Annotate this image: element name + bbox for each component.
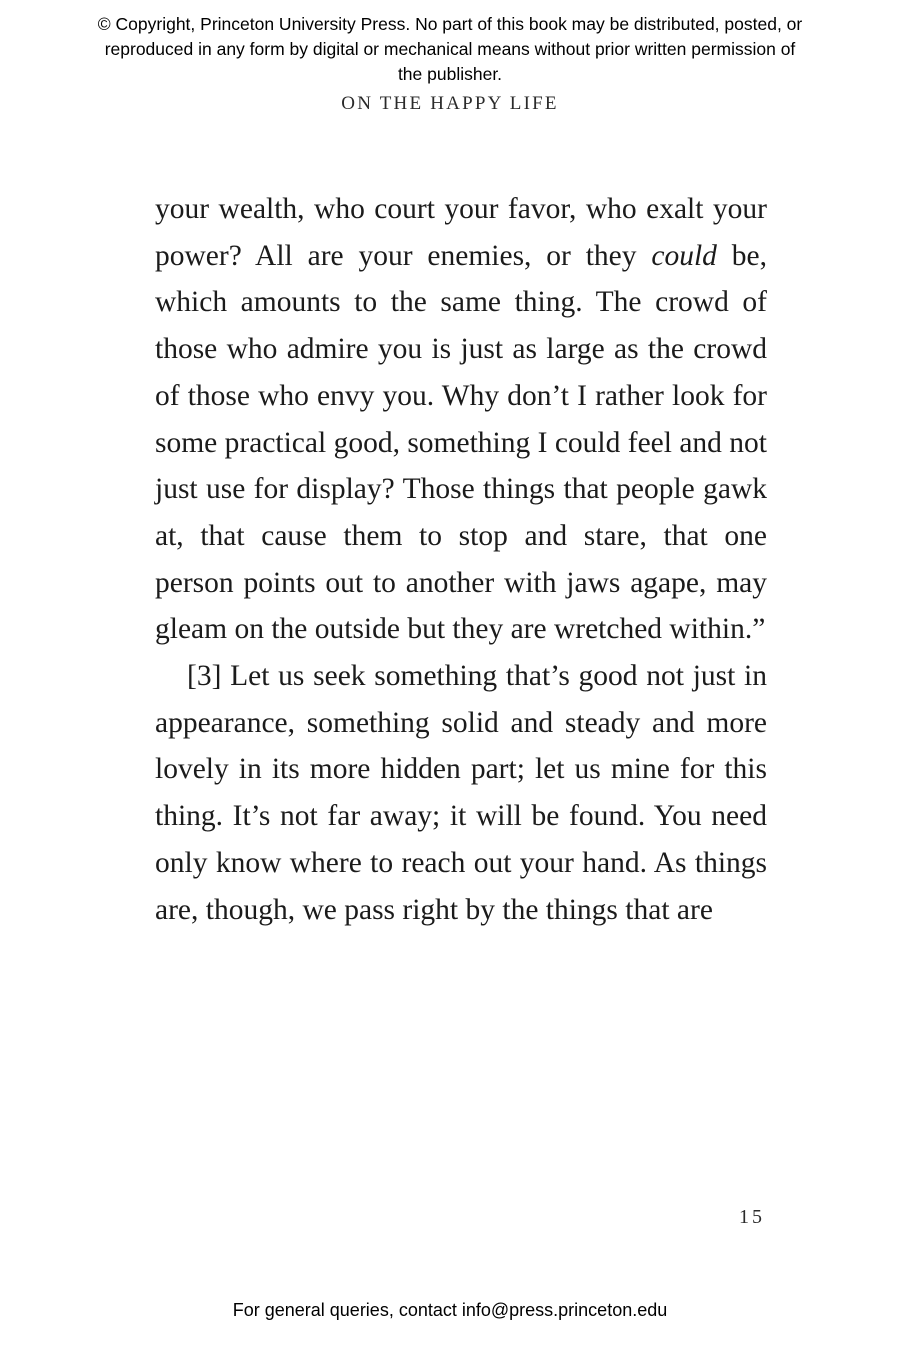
paragraph-1-emphasis: could <box>651 239 717 272</box>
paragraph-continued <box>155 186 767 653</box>
paragraph-section-3: [3] Let us seek something that’s good not just in appearance, something solid and steady and more lovely in its more hidden part; let us mine for this thing. It’s not far away; it will be found. You need only know where to reach out your hand. As things are, though, we pass right by the things that are <box>155 660 767 926</box>
general-queries-footer: For general queries, contact info@press.princeton.edu <box>232 1300 668 1320</box>
page-body <box>155 186 767 933</box>
copyright-notice: © Copyright, Princeton University Press. No part of this book may be distributed, posted, or reproduced in any form by digital or mechanical means without prior written permission of the publisher. <box>97 14 803 84</box>
running-head: ON THE HAPPY LIFE <box>341 93 559 114</box>
paragraph-1-text-part-1: your wealth, who court your favor, who exalt your power? All are your enemies, or they <box>155 193 767 272</box>
paragraph-1-text-part-2: be, which amounts to the same thing. The crowd of those who admire you is just as large as the crowd of those who envy you. Why don’t I rather look for some practical good, something I could feel and not just use for display? Those things that people gawk at, that cause them to stop and stare, that one person points out to another with jaws agape, may gleam on the outside but they are wretched within.” <box>155 239 767 646</box>
page-number: 15 <box>739 1206 765 1228</box>
